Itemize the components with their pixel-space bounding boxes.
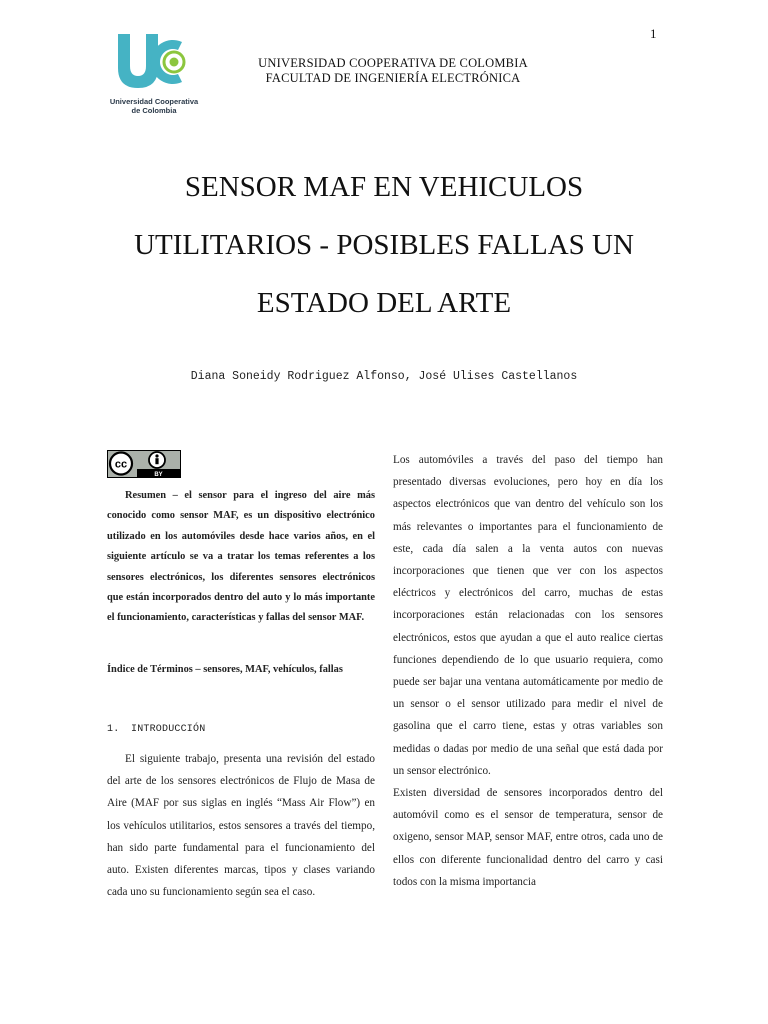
section-number: 1. xyxy=(107,724,120,735)
ucc-logo-icon xyxy=(106,34,206,96)
svg-text:cc: cc xyxy=(114,458,128,471)
page-number: 1 xyxy=(650,26,657,41)
logo-text-line2: de Colombia xyxy=(131,106,177,115)
paper-title xyxy=(84,158,684,332)
right-column xyxy=(393,449,663,893)
section-heading xyxy=(107,724,375,735)
intro-paragraph: El siguiente trabajo, presenta una revisión del estado del arte de los sensores electrónicos de Flujo de Masa de Aire (MAF por sus siglas en inglés “Mass Air Flow”) en los vehículos utilitarios, estos sensores a través del tiempo, han sido parte fundamental para el funcionamiento del auto. Existen diferentes marcas, tipos y clases variando cada uno su funcionamiento según sea el caso. xyxy=(107,753,375,899)
authors: Diana Soneidy Rodriguez Alfonso, José Ulises Castellanos xyxy=(190,370,578,383)
svg-text:BY: BY xyxy=(154,472,163,478)
body-paragraph: Existen diversidad de sensores incorporados dentro del automóvil como es el sensor de temperatura, sensor de oxigeno, sensor MAP, sensor MAF, entre otros, cada uno de ellos con diferente funcionalidad dentro del carro y casi todos con la misma importancia xyxy=(393,787,663,888)
institution-header xyxy=(210,56,576,86)
cc-by-icon xyxy=(107,450,181,478)
body-paragraph: Los automóviles a través del paso del tiempo han presentado diversas evoluciones, pero hoy en día los aspectos electrónicos que van dentro del vehículo son los más relevantes o importantes para el funcionamiento de este, cada día salen a la venta autos con nuevas incorporaciones que tienen que ver con los aspectos eléctricos y electrónicos del carro, muchas de estas incorporaciones están relacionadas con los sensores electrónicos, estos que ayudan a que el auto realice ciertas funciones dependiendo de lo que usuario requiera, como puede ser bajar una ventana automáticamente por medio de un sensor o el sensor utilizado para medir el nivel de gasolina que el carro tiene, estas y otras variables son medidas o dadas por medio de una señal que está dada por un sensor electrónico. xyxy=(393,454,663,777)
faculty-name: FACULTAD DE INGENIERÍA ELECTRÓNICA xyxy=(265,71,521,85)
section-title: INTRODUCCIÓN xyxy=(131,724,206,735)
logo-text-line1: Universidad Cooperativa xyxy=(109,97,199,106)
title-line: ESTADO DEL ARTE xyxy=(256,287,512,319)
abstract: Resumen – el sensor para el ingreso del aire más conocido como sensor MAF, es un dispositivo electrónico utilizado en los automóviles desde hace varios años, en el siguiente artículo se va a tratar los temas referentes a los sensores electrónicos, los diferentes sensores electrónicos que están incorporados dentro del auto y lo más importante el funcionamiento, características y fallas del sensor MAF. xyxy=(107,490,375,624)
title-line: UTILITARIOS - POSIBLES FALLAS UN xyxy=(134,229,634,261)
university-logo xyxy=(106,34,206,118)
university-name: UNIVERSIDAD COOPERATIVA DE COLOMBIA xyxy=(258,56,528,70)
title-line: SENSOR MAF EN VEHICULOS xyxy=(184,171,584,203)
index-terms: Índice de Términos – sensores, MAF, vehículos, fallas xyxy=(107,664,343,675)
cc-by-license-badge[interactable] xyxy=(107,450,181,478)
